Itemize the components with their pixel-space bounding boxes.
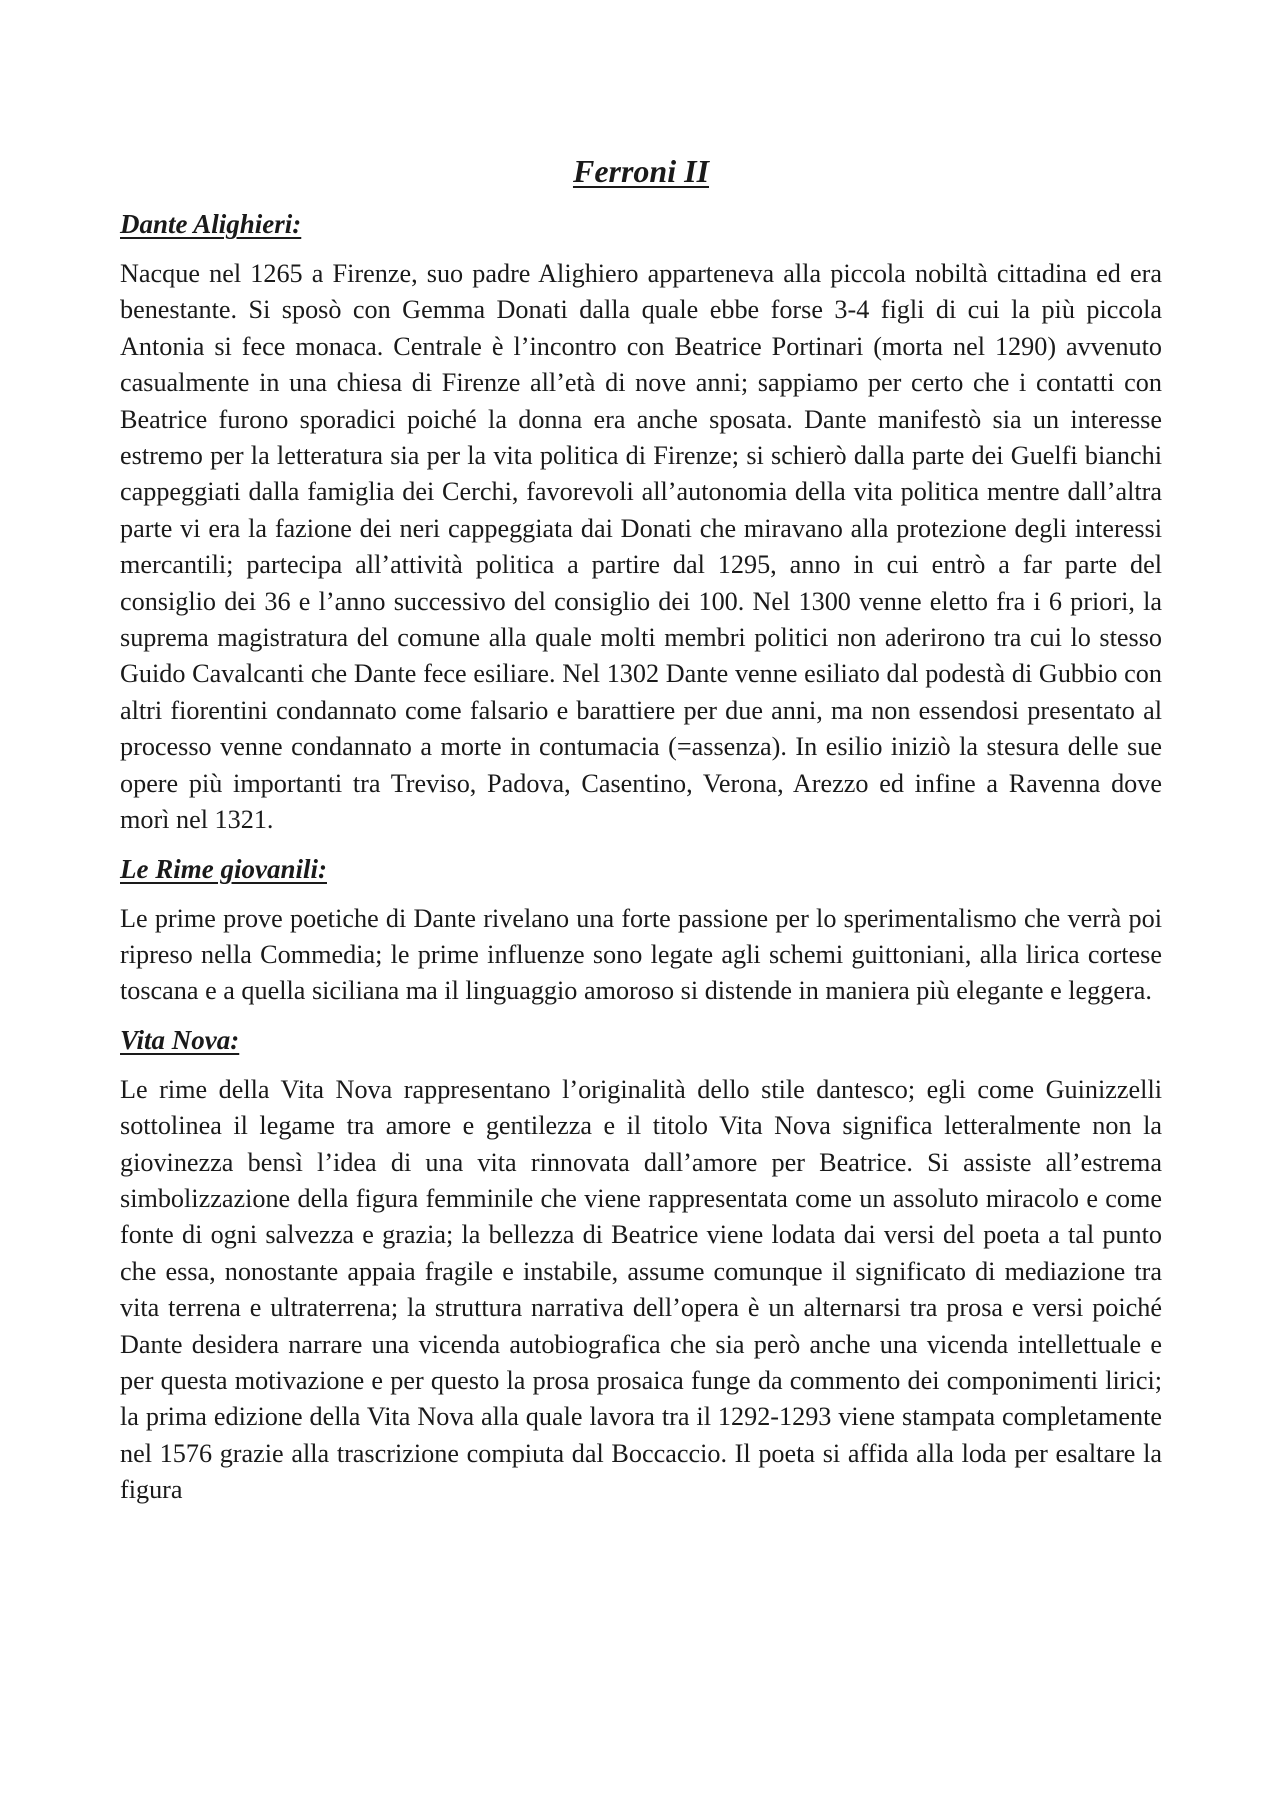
document-title: Ferroni II (572, 153, 710, 189)
section-rime-giovanili (120, 851, 1162, 1010)
document-page (120, 150, 1162, 1521)
section-paragraph: Le rime della Vita Nova rappresentano l’originalità dello stile dantesco; egli come Guinizzelli sottolinea il legame tra amore e gentilezza e il titolo Vita Nova significa letteralmente non la giovinezza bensì l’idea di una vita rinnovata dall’amore per Beatrice. Si assiste all’estrema simbolizzazione della figura femminile che viene rappresentata come un assoluto miracolo e come fonte di ogni salvezza e grazia; la bellezza di Beatrice viene lodata dai versi del poeta a tal punto che essa, nonostante appaia fragile e instabile, assume comunque il significato di mediazione tra vita terrena e ultraterrena; la struttura narrativa dell’opera è un alternarsi tra prosa e versi poiché Dante desidera narrare una vicenda autobiografica che sia però anche una vicenda intellettuale e per questa motivazione e per questo la prosa prosaica funge da commento dei componimenti lirici; la prima edizione della Vita Nova alla quale lavora tra il 1292-1293 viene stampata completamente nel 1576 grazie alla trascrizione compiuta dal Boccaccio. Il poeta si affida alla loda per esaltare la figura (120, 1074, 1162, 1505)
section-dante-alighieri (120, 206, 1162, 839)
section-paragraph: Le prime prove poetiche di Dante rivelano una forte passione per lo sperimentalismo che verrà poi ripreso nella Commedia; le prime influenze sono legate agli schemi guittoniani, alla lirica cortese toscana e a quella siciliana ma il linguaggio amoroso si distende in maniera più elegante e leggera. (120, 903, 1162, 1006)
section-vita-nova (120, 1022, 1162, 1509)
section-heading: Le Rime giovanili: (120, 853, 327, 884)
section-heading: Dante Alighieri: (120, 209, 302, 239)
section-paragraph: Nacque nel 1265 a Firenze, suo padre Alighiero apparteneva alla piccola nobiltà cittadina ed era benestante. Si sposò con Gemma Donati dalla quale ebbe forse 3-4 figli di cui la più piccola Antonia si fece monaca. Centrale è l’incontro con Beatrice Portinari (morta nel 1290) avvenuto casualmente in una chiesa di Firenze all’età di nove anni; sappiamo per certo che i contatti con Beatrice furono sporadici poiché la donna era anche sposata. Dante manifestò sia un interesse estremo per la letteratura sia per la vita politica di Firenze; si schierò dalla parte dei Guelfi bianchi cappeggiati dalla famiglia dei Cerchi, favorevoli all’autonomia della vita politica mentre dall’altra parte vi era la fazione dei neri cappeggiata dai Donati che miravano alla protezione degli interessi mercantili; partecipa all’attività politica a partire dal 1295, anno in cui entrò a far parte del consiglio dei 36 e l’anno successivo del consiglio dei 100. Nel 1300 venne eletto fra i 6 priori, la suprema magistratura del comune alla quale molti membri politici non aderirono tra cui lo stesso Guido Cavalcanti che Dante fece esiliare. Nel 1302 Dante venne esiliato dal podestà di Gubbio con altri fiorentini condannato come falsario e barattiere per due anni, ma non essendosi presentato al processo venne condannato a morte in contumacia (=assenza). In esilio iniziò la stesura delle sue opere più importanti tra Treviso, Padova, Casentino, Verona, Arezzo ed infine a Ravenna dove morì nel 1321. (120, 259, 1162, 835)
section-heading: Vita Nova: (120, 1024, 240, 1055)
